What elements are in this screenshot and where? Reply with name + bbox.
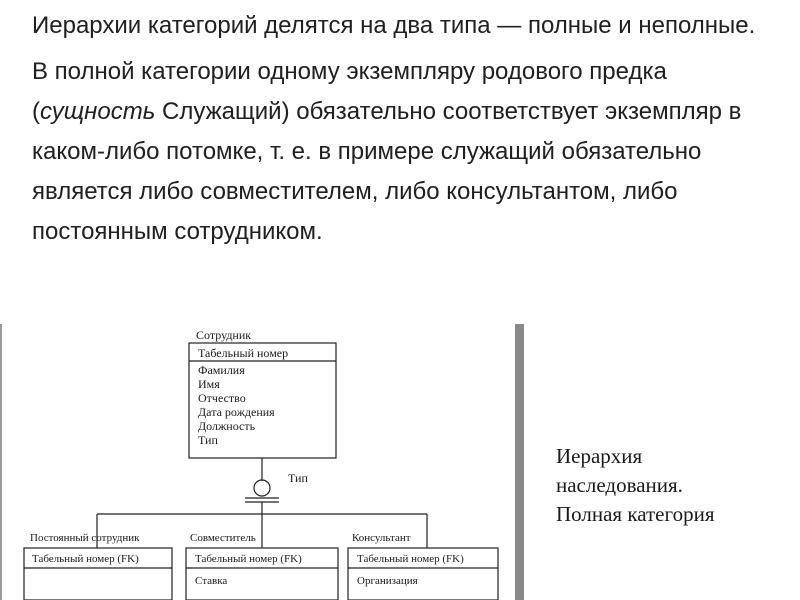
paragraph-full-category — [32, 52, 796, 252]
child-attribute: Организация — [357, 575, 418, 587]
child-key-attribute: Табельный номер (FK) — [32, 553, 139, 565]
paragraph-part-1: В полной категории одному экземпляру родового предка ( — [32, 58, 667, 125]
figure-caption — [556, 442, 786, 529]
parent-attribute: Отчество — [198, 391, 246, 405]
child-attribute: Ставка — [195, 575, 228, 587]
paragraph-italic-entity: сущность — [40, 98, 156, 125]
slide-body-text — [32, 6, 796, 252]
caption-line: наследования. — [556, 473, 683, 497]
parent-attribute: Фамилия — [198, 363, 245, 377]
paragraph-hierarchy-types: Иерархии категорий делятся на два типа — полные и неполные. — [32, 12, 756, 39]
child-entity-title: Постоянный сотрудник — [30, 532, 140, 544]
caption-line: Иерархия — [556, 444, 643, 468]
category-symbol-circle — [254, 480, 270, 496]
er-diagram-panel — [0, 324, 524, 600]
parent-attribute: Тип — [198, 433, 218, 447]
child-entity-title: Совместитель — [190, 532, 256, 544]
parent-attribute: Дата рождения — [198, 405, 275, 419]
paragraph-part-2: Служащий) обязательно соответствует экземпляр в каком-либо потомке, т. е. в примере служащий обязательно является либо совместителем, либо консультантом, либо постоянным сотрудником. — [32, 98, 742, 245]
er-diagram — [2, 324, 515, 600]
parent-entity-title: Сотрудник — [196, 328, 252, 342]
discriminator-label: Тип — [288, 471, 308, 485]
child-key-attribute: Табельный номер (FK) — [195, 553, 302, 565]
parent-attribute: Имя — [198, 377, 220, 391]
child-key-attribute: Табельный номер (FK) — [357, 553, 464, 565]
child-entity-title: Консультант — [352, 532, 411, 544]
parent-key-attribute: Табельный номер — [198, 346, 289, 360]
caption-line: Полная категория — [556, 502, 715, 526]
parent-attribute: Должность — [198, 419, 256, 433]
